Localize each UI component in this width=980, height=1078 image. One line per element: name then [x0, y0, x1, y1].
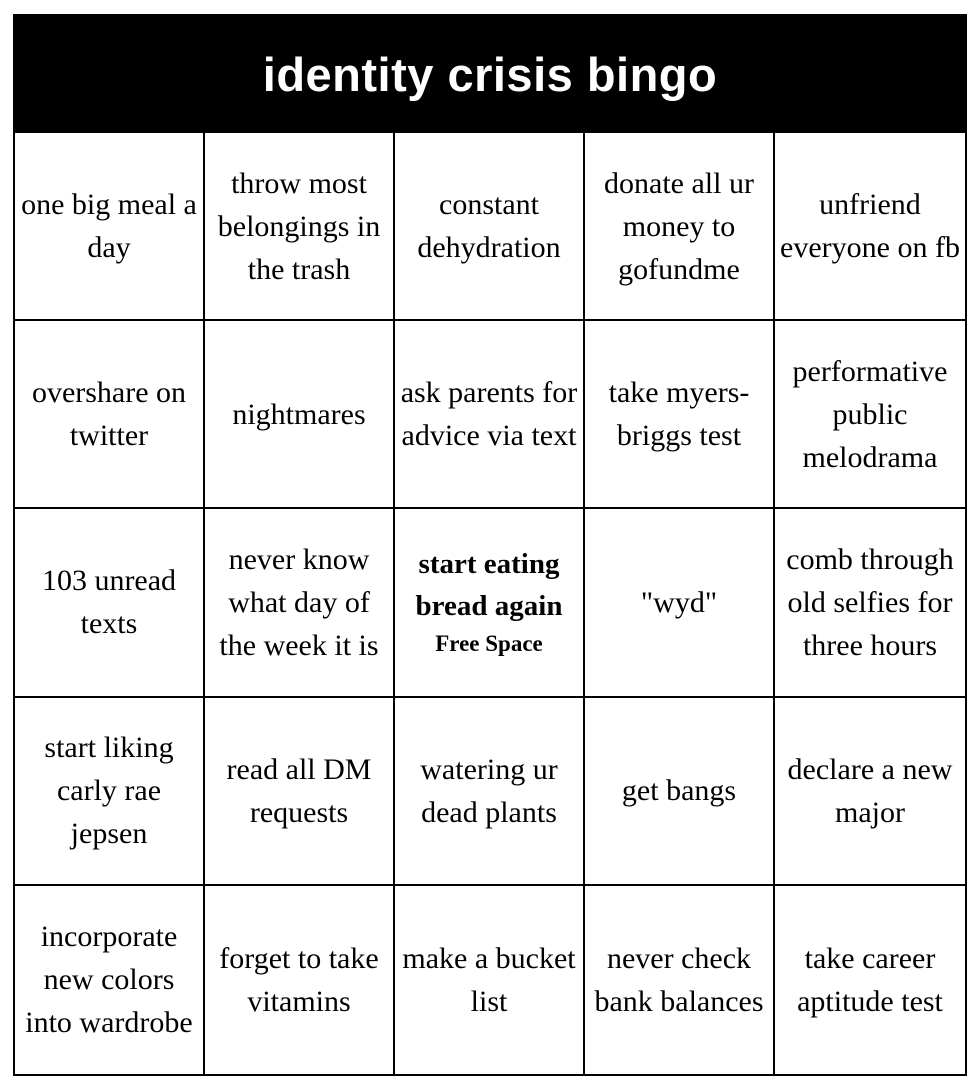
cell-text: donate all ur money to gofundme: [604, 166, 754, 286]
cell-text: never know what day of the week it is: [219, 542, 379, 662]
bingo-cell-r2-c2: [205, 321, 395, 509]
cell-text: nightmares: [232, 397, 366, 431]
cell-text: constant dehydration: [417, 188, 561, 265]
cell-text: get bangs: [621, 774, 737, 808]
free-space-label: Free Space: [435, 631, 543, 657]
cell-text: "wyd": [640, 585, 718, 619]
bingo-cell-r5-c5: [775, 886, 965, 1074]
cell-text: declare a new major: [787, 752, 953, 829]
bingo-cell-r5-c3: [395, 886, 585, 1074]
bingo-cell-r3-c1: [15, 509, 205, 697]
bingo-cell-r1-c4: [585, 133, 775, 321]
bingo-cell-r1-c2: [205, 133, 395, 321]
bingo-cell-r2-c4: [585, 321, 775, 509]
bingo-cell-r2-c1: [15, 321, 205, 509]
bingo-cell-r2-c5: [775, 321, 965, 509]
title-bar: [15, 16, 965, 133]
bingo-cell-r1-c1: [15, 133, 205, 321]
cell-text: forget to take vitamins: [219, 941, 379, 1018]
bingo-grid: [15, 133, 965, 1074]
bingo-cell-r1-c5: [775, 133, 965, 321]
cell-text: comb through old selfies for three hours: [786, 542, 954, 662]
cell-text: 103 unread texts: [41, 564, 177, 641]
bingo-cell-r5-c4: [585, 886, 775, 1074]
bingo-cell-r4-c5: [775, 698, 965, 886]
bingo-cell-r4-c4: [585, 698, 775, 886]
cell-text: incorporate new colors into wardrobe: [25, 920, 193, 1040]
bingo-title: identity crisis bingo: [262, 48, 718, 101]
cell-text: take career aptitude test: [797, 941, 943, 1018]
cell-text: ask parents for advice via text: [400, 376, 578, 453]
bingo-cell-r5-c1: [15, 886, 205, 1074]
cell-text: read all DM requests: [226, 752, 372, 829]
cell-text: overshare on twitter: [31, 376, 187, 453]
cell-text: unfriend everyone on fb: [780, 188, 960, 265]
bingo-cell-r3-c4: [585, 509, 775, 697]
free-space-text: start eating bread again: [415, 548, 563, 623]
bingo-cell-r5-c2: [205, 886, 395, 1074]
bingo-cell-r3-c5: [775, 509, 965, 697]
bingo-cell-r4-c1: [15, 698, 205, 886]
bingo-card: [13, 14, 967, 1076]
bingo-cell-r4-c3: [395, 698, 585, 886]
cell-text: performative public melodrama: [792, 354, 948, 474]
cell-text: start liking carly rae jepsen: [44, 731, 174, 851]
bingo-cell-r1-c3: [395, 133, 585, 321]
cell-text: make a bucket list: [402, 941, 576, 1018]
bingo-cell-r4-c2: [205, 698, 395, 886]
bingo-cell-r3-c2: [205, 509, 395, 697]
free-space-cell: [395, 509, 585, 697]
cell-text: watering ur dead plants: [420, 752, 558, 829]
cell-text: throw most belongings in the trash: [217, 166, 381, 286]
bingo-cell-r2-c3: [395, 321, 585, 509]
cell-text: take myers-briggs test: [608, 376, 750, 453]
cell-text: one big meal a day: [21, 188, 197, 265]
cell-text: never check bank balances: [594, 941, 764, 1018]
